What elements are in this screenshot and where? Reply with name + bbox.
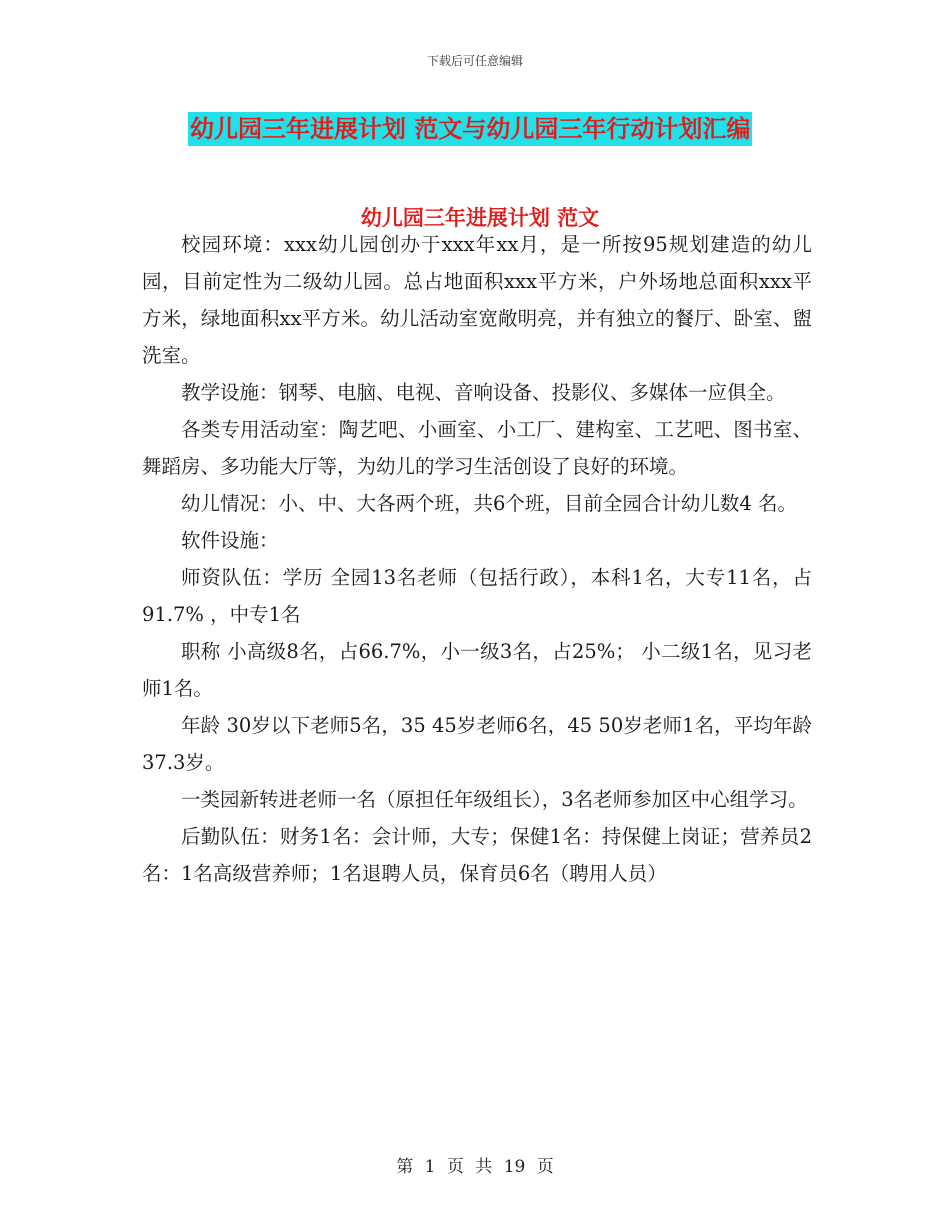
document-body — [142, 226, 812, 892]
paragraph-logistics-staff: 后勤队伍：财务1名：会计师，大专；保健1名：持保健上岗证；营养员2名：1名高级营养师；1名退聘人员，保育员6名（聘用人员） — [142, 825, 812, 885]
paragraph-children-info: 幼儿情况：小、中、大各两个班，共6个班，目前全园合计幼儿数4 名。 — [181, 492, 798, 515]
paragraph-teaching-staff: 师资队伍：学历 全园13名老师（包括行政），本科1名，大专11名，占91.7% ，中专1名 — [142, 566, 812, 626]
paragraph-activity-rooms: 各类专用活动室：陶艺吧、小画室、小工厂、建构室、工艺吧、图书室、舞蹈房、多功能大厅等，为幼儿的学习生活创设了良好的环境。 — [142, 418, 812, 478]
paragraph-new-teacher: 一类园新转进老师一名（原担任年级组长），3名老师参加区中心组学习。 — [181, 788, 808, 811]
paragraph-teaching-facilities: 教学设施：钢琴、电脑、电视、音响设备、投影仪、多媒体一应俱全。 — [181, 381, 786, 404]
paragraph-campus-environment: 校园环境：xxx幼儿园创办于xxx年xx月，是一所按95规划建造的幼儿园，目前定性为二级幼儿园。总占地面积xxx平方米，户外场地总面积xxx平方米，绿地面积xx平方米。幼儿活动室宽敞明亮，并有独立的餐厅、卧室、盥洗室。 — [142, 233, 812, 367]
paragraph-software-facilities: 软件设施： — [181, 529, 279, 552]
paragraph-titles: 职称 小高级8名，占66.7%，小一级3名，占25%； 小二级1名，见习老师1名。 — [142, 640, 812, 700]
paragraph-age: 年龄 30岁以下老师5名，35 45岁老师6名，45 50岁老师1名，平均年龄37.3岁。 — [142, 714, 812, 774]
section-title: 幼儿园三年进展计划 范文 — [360, 206, 600, 230]
page-header-note: 下载后可任意编辑 — [426, 54, 523, 68]
document-main-title: 幼儿园三年进展计划 范文与幼儿园三年行动计划汇编 — [188, 112, 752, 146]
page-footer: 第 1 页 共 19 页 — [396, 1157, 554, 1177]
